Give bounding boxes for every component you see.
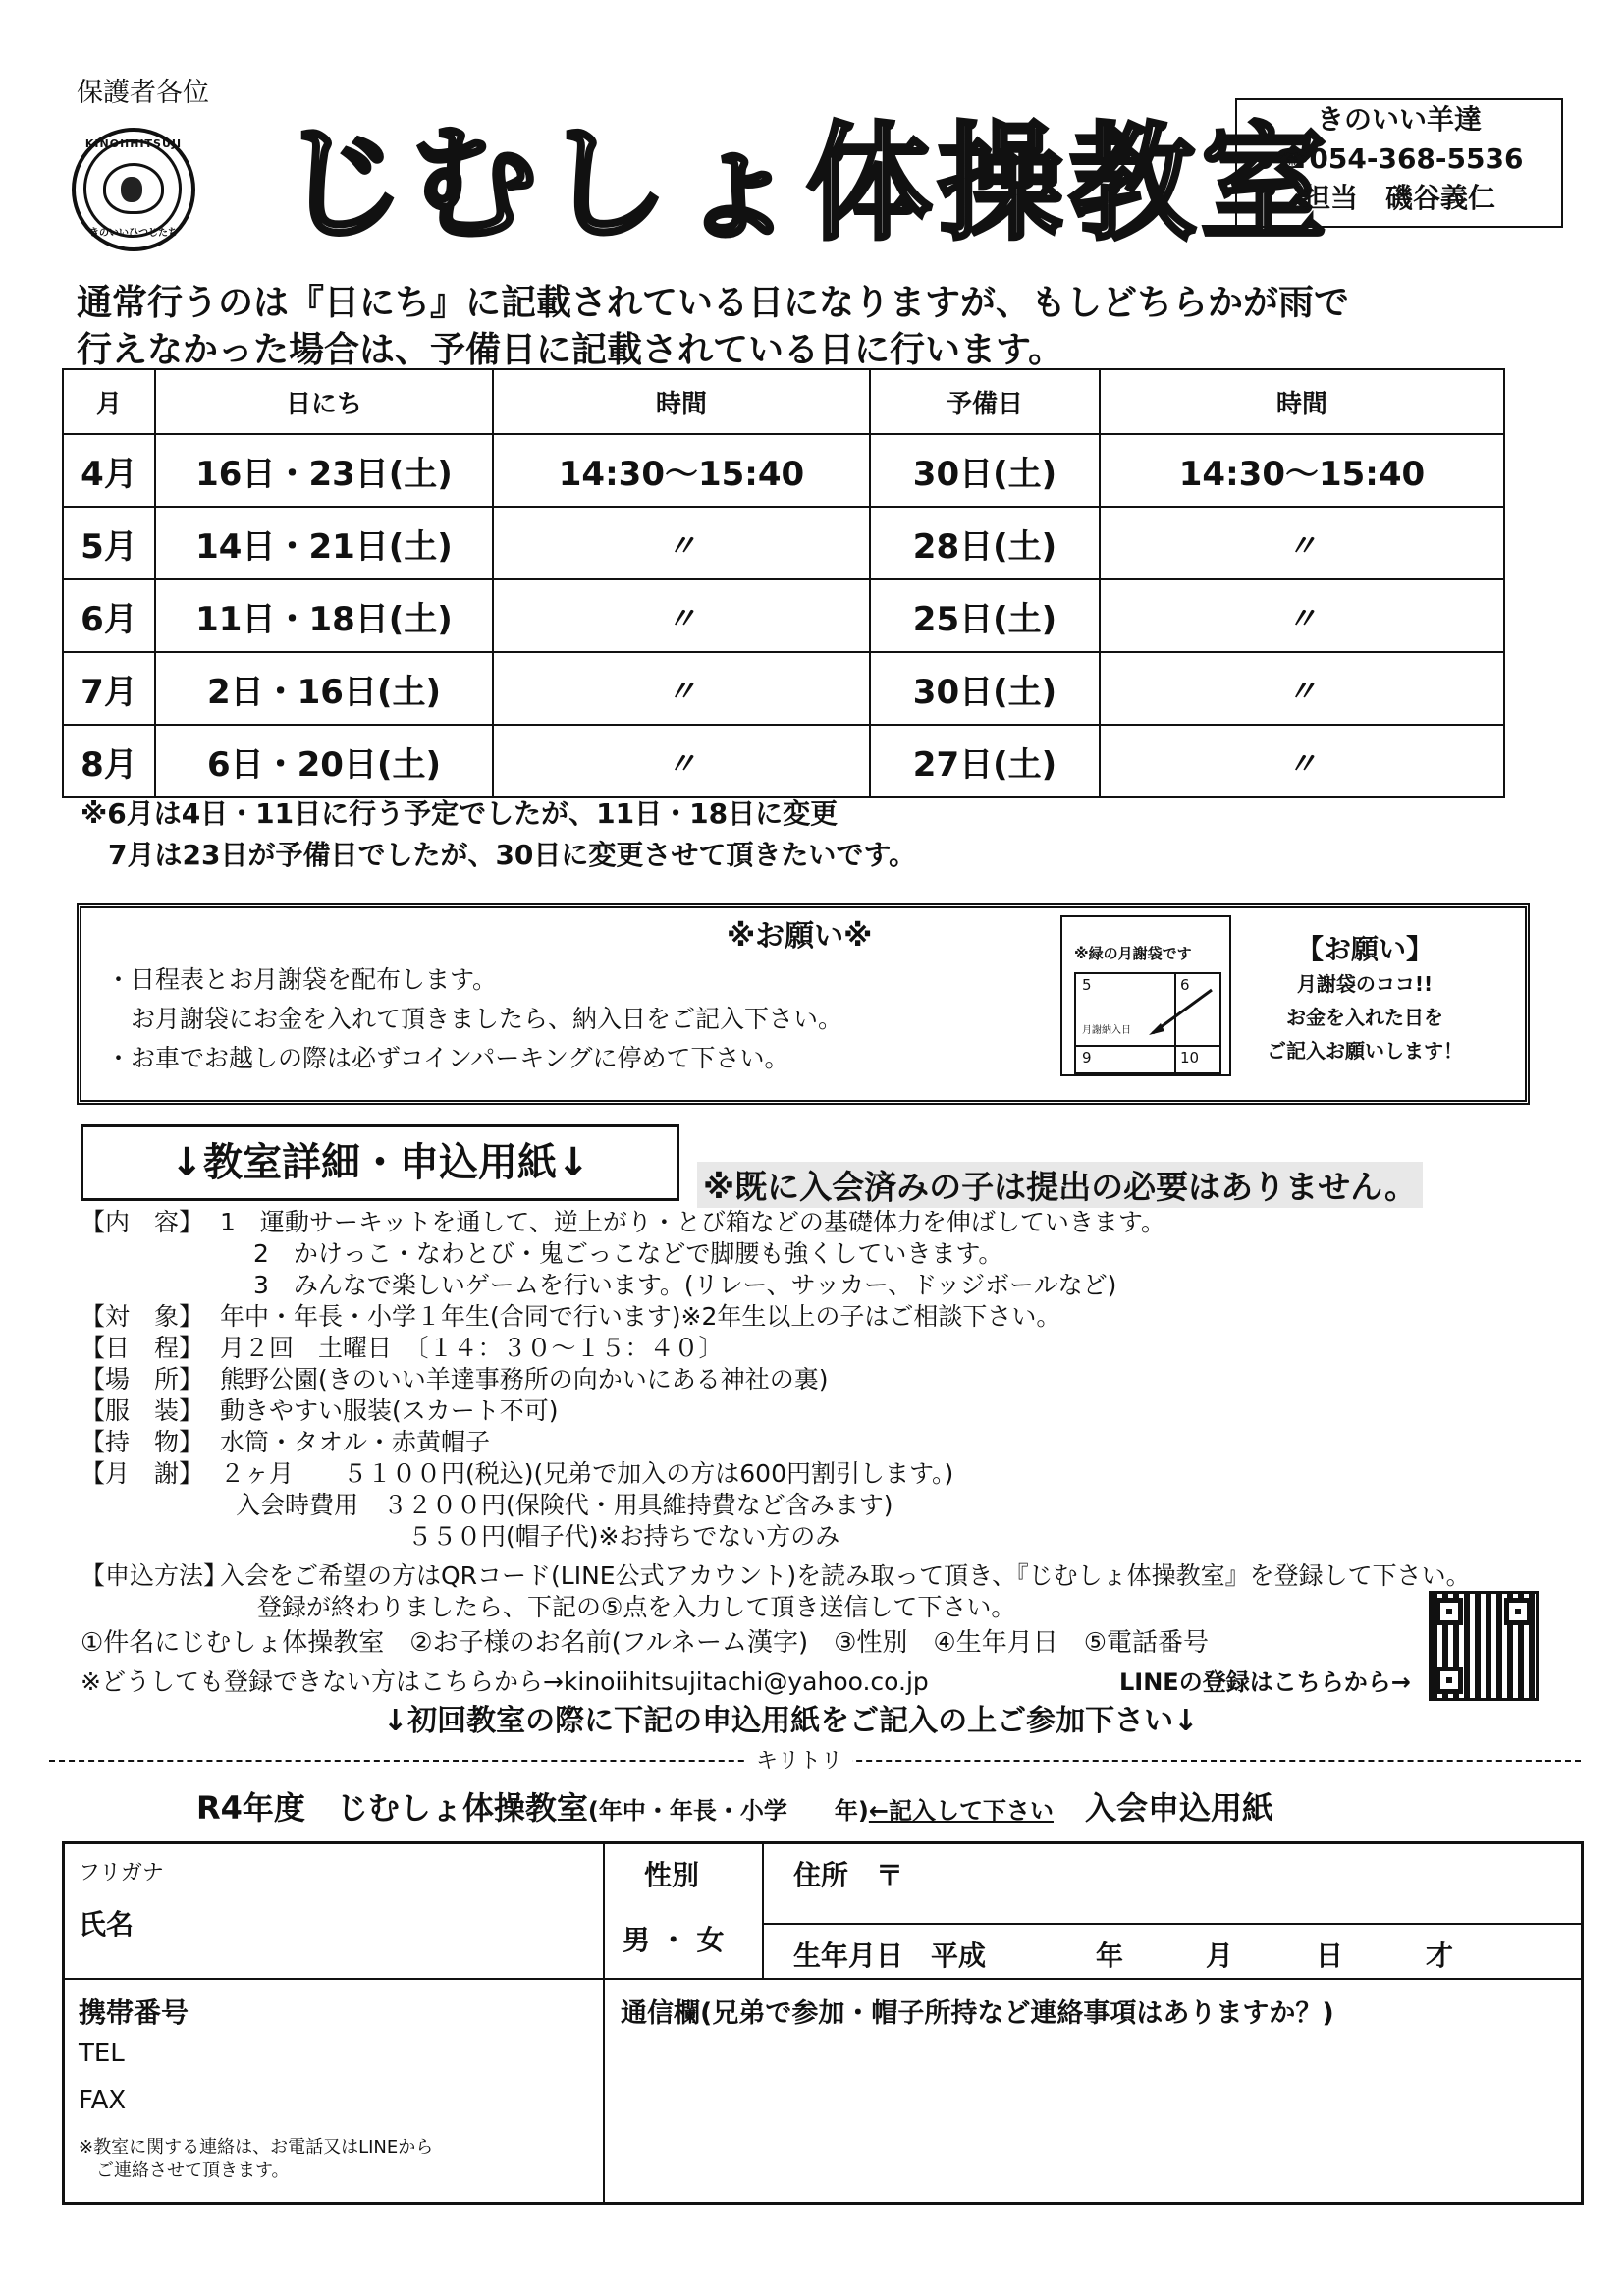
sheep-face-icon <box>121 177 142 202</box>
cut-label: キリトリ <box>746 1744 852 1775</box>
form-title-arrow: ←記入して下さい <box>868 1797 1054 1825</box>
form-divider <box>603 1844 605 2202</box>
col-header-spare-time: 時間 <box>1100 369 1504 434</box>
form-divider <box>762 1844 764 1978</box>
request-text <box>106 960 842 1078</box>
envelope-label: ※緑の月謝袋です <box>1074 945 1192 962</box>
qr-marker <box>1435 1667 1463 1694</box>
birth-field[interactable]: 生年月日 平成 年 月 日 才 <box>793 1940 1454 1972</box>
col-header-month: 月 <box>63 369 155 434</box>
cell-spare-time: 〃 <box>1100 507 1504 579</box>
schedule-row <box>63 725 1504 797</box>
cell-dates: 2日・16日(土) <box>155 652 493 725</box>
detail-value: 月２回 土曜日 〔１４：３０〜１５：４０〕 <box>220 1334 724 1362</box>
detail-value: 年中・年長・小学１年生(合同で行います)※2年生以上の子はご相談下さい。 <box>220 1302 1061 1331</box>
notice <box>77 280 1349 374</box>
detail-email-line: ※どうしても登録できない方はこちらから→kinoiihitsujitachi@yahoo.co.jp <box>81 1667 929 1696</box>
logo-text-top: KINOIIHITSUJI <box>84 137 183 150</box>
cell-month: 8月 <box>63 725 155 797</box>
request-title: ※お願い※ <box>727 919 873 954</box>
request-line: ・お車でお越しの際は必ずコインパーキングに停めて下さい。 <box>106 1044 789 1072</box>
pointer-arrow-icon <box>1145 988 1214 1037</box>
col-header-time: 時間 <box>493 369 870 434</box>
logo-text-bottom: きのいいひつじたち <box>89 228 178 239</box>
application-form <box>62 1841 1584 2205</box>
request-card-line: お金を入れた日を <box>1286 1006 1443 1029</box>
mobile-label: 携帯番号 <box>79 1996 189 2029</box>
cell-month: 5月 <box>63 507 155 579</box>
detail-label: 【対 象】 <box>81 1302 204 1331</box>
notice-line: 通常行うのは『日にち』に記載されている日になりますが、もしどちらかが雨で <box>77 283 1350 323</box>
cell-time: 〃 <box>493 652 870 725</box>
schedule-row <box>63 434 1504 507</box>
address-field[interactable]: 住所 〒 <box>793 1859 904 1891</box>
cell-spare-day: 30日(土) <box>870 434 1100 507</box>
detail-content <box>81 1208 1165 1237</box>
name-field[interactable]: 氏名 <box>79 1908 135 1941</box>
notice-line: 行えなかった場合は、予備日に記載されている日に行います。 <box>77 330 1064 370</box>
fax-field[interactable]: FAX <box>79 2086 127 2115</box>
detail-label: 【申込方法】 <box>81 1561 229 1590</box>
cell-time: 〃 <box>493 725 870 797</box>
cell-spare-day: 30日(土) <box>870 652 1100 725</box>
form-title-grade: (年中・年長・小学 年) <box>587 1797 869 1825</box>
request-card-line: ご記入お願いします！ <box>1267 1039 1463 1063</box>
cell-month: 7月 <box>63 652 155 725</box>
detail-value: 熊野公園(きのいい羊達事務所の向かいにある神社の裏) <box>220 1365 829 1394</box>
col-header-dates: 日にち <box>155 369 493 434</box>
cell-spare-day: 25日(土) <box>870 579 1100 652</box>
schedule-row <box>63 507 1504 579</box>
contact-org: きのいい羊達 <box>1316 103 1482 136</box>
change-note-line: 7月は23日が予備日でしたが、30日に変更させて頂きたいです。 <box>108 839 917 871</box>
request-card-heading: 【お願い】 <box>1295 933 1434 965</box>
detail-fee <box>81 1459 953 1489</box>
detail-apply-line: 登録が終わりましたら、下記の⑤点を入力して頂き送信して下さい。 <box>257 1593 1016 1621</box>
cell-dates: 16日・23日(土) <box>155 434 493 507</box>
contact-note-line: ご連絡させて頂きます。 <box>79 2160 290 2181</box>
detail-value: 1 運動サーキットを通して、逆上がり・とび箱などの基礎体力を伸ばしていきます。 <box>220 1208 1165 1236</box>
change-note-line: ※6月は4日・11日に行う予定でしたが、11日・18日に変更 <box>81 797 839 830</box>
grid-line <box>1076 1045 1219 1047</box>
detail-apply <box>81 1561 1471 1591</box>
grid-cell-label: 月謝納入日 <box>1082 1025 1131 1036</box>
detail-content-line: 2 かけっこ・なわとび・鬼ごっこなどで脚腰も強くしていきます。 <box>253 1239 1003 1268</box>
schedule-row <box>63 652 1504 725</box>
form-title <box>196 1783 1273 1829</box>
cell-spare-time: 14:30〜15:40 <box>1100 434 1504 507</box>
envelope-grid <box>1074 972 1221 1074</box>
cell-time: 14:30〜15:40 <box>493 434 870 507</box>
request-card-line: 月謝袋のココ!! <box>1296 972 1434 996</box>
contact-box <box>1235 98 1563 228</box>
detail-schedule <box>81 1334 724 1363</box>
contact-phone: ☎054-368-5536 <box>1274 142 1524 175</box>
cell-spare-time: 〃 <box>1100 652 1504 725</box>
form-divider <box>65 1978 603 1980</box>
cell-time: 〃 <box>493 507 870 579</box>
detail-value: 水筒・タオル・赤黄帽子 <box>220 1428 491 1456</box>
cell-dates: 14日・21日(土) <box>155 507 493 579</box>
logo <box>72 128 195 251</box>
cell-dates: 6日・20日(土) <box>155 725 493 797</box>
qr-code[interactable] <box>1429 1591 1539 1701</box>
furigana-field[interactable]: フリガナ <box>79 1861 164 1886</box>
cell-time: 〃 <box>493 579 870 652</box>
grid-cell-label: 10 <box>1180 1049 1200 1066</box>
detail-fields-line: ①件名にじむしょ体操教室 ②お子様のお名前(フルネーム漢字) ③性別 ④生年月日 ⑤電話番号 <box>81 1628 1210 1658</box>
schedule-table <box>62 368 1505 798</box>
detail-label: 【月 謝】 <box>81 1459 204 1488</box>
detail-target <box>81 1302 1060 1332</box>
section-heading: ↓教室詳細・申込用紙↓ <box>81 1124 679 1201</box>
cell-spare-day: 27日(土) <box>870 725 1100 797</box>
cell-spare-time: 〃 <box>1100 725 1504 797</box>
col-header-spare-day: 予備日 <box>870 369 1100 434</box>
cell-spare-day: 28日(土) <box>870 507 1100 579</box>
contact-person: 担当 磯谷義仁 <box>1302 182 1495 214</box>
qr-marker <box>1504 1598 1532 1625</box>
detail-label: 【持 物】 <box>81 1428 204 1456</box>
detail-fee-line: ５５０円(帽子代)※お持ちでない方のみ <box>236 1522 840 1551</box>
contact-note-line: ※教室に関する連絡は、お電話又はLINEから <box>79 2137 434 2158</box>
cell-month: 6月 <box>63 579 155 652</box>
detail-label: 【場 所】 <box>81 1365 204 1394</box>
qr-marker <box>1435 1598 1463 1625</box>
cell-spare-time: 〃 <box>1100 579 1504 652</box>
schedule-row <box>63 579 1504 652</box>
form-divider <box>762 1923 1581 1925</box>
form-divider <box>603 1978 1581 1980</box>
page-title: じむしょ体操教室 <box>280 111 1333 257</box>
cell-month: 4月 <box>63 434 155 507</box>
change-note <box>81 793 916 876</box>
detail-place <box>81 1365 829 1394</box>
detail-value: ２ヶ月 ５１００円(税込)(兄弟で加入の方は600円割引します。) <box>220 1459 954 1488</box>
form-title-end: 入会申込用紙 <box>1084 1789 1273 1827</box>
detail-label: 【日 程】 <box>81 1334 204 1362</box>
request-line: ・日程表とお月謝袋を配布します。 <box>106 965 498 994</box>
request-card <box>1247 928 1483 1067</box>
cell-dates: 11日・18日(土) <box>155 579 493 652</box>
detail-fee-line: 入会時費用 ３２００円(保険代・用具維持費など含みます) <box>236 1491 893 1519</box>
line-register-label[interactable]: LINEの登録はこちらから→ <box>1119 1668 1411 1696</box>
bottom-note: ↓初回教室の際に下記の申込用紙をご記入の上ご参加下さい↓ <box>383 1704 1199 1738</box>
section-note: ※既に入会済みの子は提出の必要はありません。 <box>697 1162 1423 1208</box>
detail-value: 入会をご希望の方はQRコード(LINE公式アカウント)を読み取って頂き、『じむしょ体操教室』を登録して下さい。 <box>220 1561 1471 1590</box>
detail-value: 動きやすい服装(スカート不可) <box>220 1396 559 1425</box>
detail-items <box>81 1428 490 1457</box>
schedule-header-row <box>63 369 1504 434</box>
detail-label: 【内 容】 <box>81 1208 204 1236</box>
message-field[interactable]: 通信欄(兄弟で参加・帽子所持など連絡事項はありますか？) <box>621 1998 1334 2029</box>
gender-label: 性別 <box>644 1859 700 1891</box>
form-title-main: R4年度 じむしょ体操教室 <box>196 1789 588 1827</box>
grid-cell-label: 9 <box>1082 1049 1092 1066</box>
gender-options[interactable]: 男 ・ 女 <box>623 1924 725 1956</box>
detail-content-line: 3 みんなで楽しいゲームを行います。(リレー、サッカー、ドッジボールなど) <box>253 1271 1117 1299</box>
detail-label: 【服 装】 <box>81 1396 204 1425</box>
tel-field[interactable]: TEL <box>79 2039 125 2068</box>
grid-cell-label: 5 <box>1082 976 1092 994</box>
detail-clothes <box>81 1396 559 1426</box>
addressee: 保護者各位 <box>77 78 209 108</box>
request-line: お月謝袋にお金を入れて頂きましたら、納入日をご記入下さい。 <box>106 1005 843 1033</box>
grid-cell-label: 6 <box>1180 976 1190 994</box>
